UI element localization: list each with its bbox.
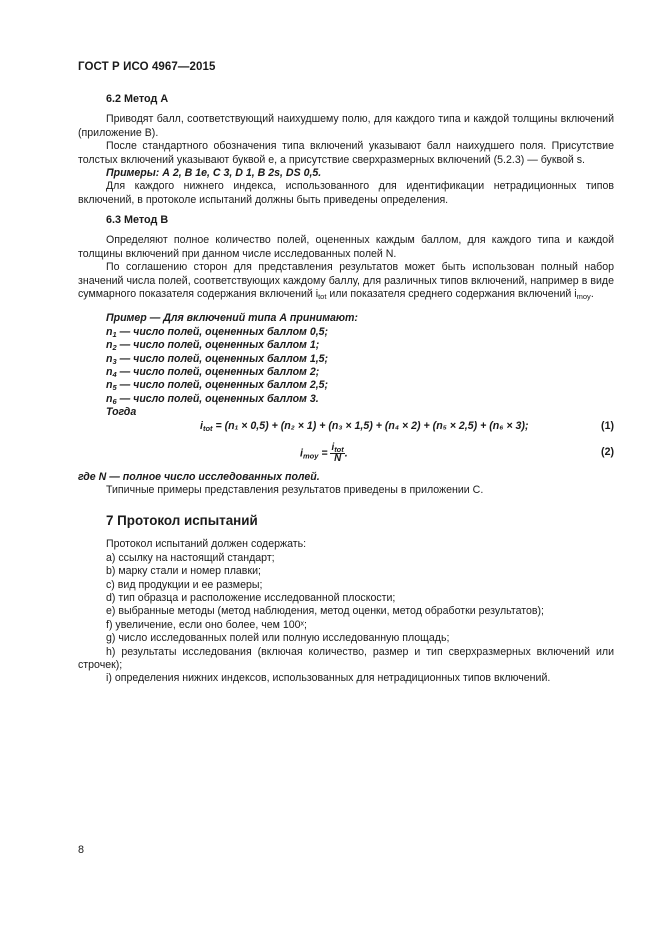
example-item: $n_1$ — число полей, оцененных баллом 0,5; xyxy=(106,325,329,339)
then-label: Тогда xyxy=(106,406,137,419)
example-item: $n_3$ — число полей, оцененных баллом 1,5; xyxy=(106,352,329,366)
page-number: 8 xyxy=(78,844,85,856)
section-6-2-title: 6.2 Метод А xyxy=(106,93,169,105)
section-7-intro: Протокол испытаний должен содержать: xyxy=(106,538,307,551)
formula-2-number: (2) xyxy=(601,445,614,458)
section-6-3 xyxy=(78,214,614,498)
fraction: $\frac{i_{tot}}{N}$ xyxy=(331,441,344,464)
section-7-title: 7 Протокол испытаний xyxy=(106,513,258,528)
section-6-2-examples: Примеры: А 2, В 1е, С 3, D 1, В 2s, DS 0,5. xyxy=(106,167,322,180)
protocol-list-item: g) число исследованных полей или полную исследованную площадь; xyxy=(106,632,450,645)
formula-1-number: (1) xyxy=(601,419,614,432)
section-6-2-paragraph-2: После стандартного обозначения типа включений указывают балл наихудшего поля. Присутствие толстых включений указывают буквой е, а присутствие сверхразмерных включений (5.2.3) — буквой s. xyxy=(78,140,614,166)
section-6-2-paragraph-3: Для каждого нижнего индекса, использованного для идентификации нетрадиционных типов включений, в протоколе испытаний должны быть приведены определения. xyxy=(78,180,614,206)
protocol-list-item: h) результаты исследования (включая количество, размер и тип сверхразмерных включений или строчек); xyxy=(78,645,614,672)
example-item: $n_5$ — число полей, оцененных баллом 2,5; xyxy=(106,379,329,393)
protocol-list-item: i) определения нижних индексов, использованных для нетрадиционных типов включений. xyxy=(106,672,551,685)
formula-2: $i_{moy}$ = $\frac{i_{tot}}{N}$ . (2) xyxy=(300,441,614,464)
protocol-list-item: c) вид продукции и ее размеры; xyxy=(106,578,263,591)
protocol-list-item: a) ссылку на настоящий стандарт; xyxy=(106,551,275,564)
example-item: $n_2$ — число полей, оцененных баллом 1; xyxy=(106,339,320,353)
section-7 xyxy=(78,514,614,686)
example-item: $n_4$ — число полей, оцененных баллом 2; xyxy=(106,366,320,380)
example-list xyxy=(78,326,614,406)
section-6-2-paragraph-1: Приводят балл, соответствующий наихудшему полю, для каждого типа и каждой толщины включений (приложение В). xyxy=(78,113,614,139)
section-6-3-title: 6.3 Метод В xyxy=(106,214,169,226)
section-6-3-paragraph-1: Определяют полное количество полей, оцененных каждым баллом, для каждого типа и каждой толщины включений при данном числе исследованных полей N. xyxy=(78,234,614,260)
protocol-list-item: f) увеличение, если оно более, чем 100ˣ; xyxy=(106,618,307,631)
protocol-list-item: d) тип образца и расположение исследованной плоскости; xyxy=(106,592,396,605)
formula-1: $i_{tot} = (n_1 \times 0,5) + (n_2 \times 1) + (n_3 \times 1,5) + (n_4 \times 2) + (n_5 \times 2,5) + (n_6 \times 3)$; (1) xyxy=(200,419,614,433)
example-title: Пример — Для включений типа А принимают: xyxy=(106,312,358,325)
protocol-list-item: b) марку стали и номер плавки; xyxy=(106,565,261,578)
where-clause: где N — полное число исследованных полей. xyxy=(78,470,320,483)
section-6-3-paragraph-2: По соглашению сторон для представления результатов может быть использован полный набор значений числа полей, соответствующих каждому баллу, для различных типов включений, например в виде суммарного показателя содержания включений $i_{tot}$ или показателя среднего содержания включений $i_{moy}$. xyxy=(78,261,614,302)
example-item: $n_6$ — число полей, оцененных баллом 3. xyxy=(106,392,319,406)
standard-header: ГОСТ Р ИСО 4967—2015 xyxy=(78,61,216,73)
protocol-list xyxy=(78,552,614,686)
section-6-2 xyxy=(78,93,614,207)
section-6-3-paragraph-3: Типичные примеры представления результатов приведены в приложении С. xyxy=(106,484,484,497)
protocol-list-item: e) выбранные методы (метод наблюдения, метод оценки, метод обработки результатов); xyxy=(106,605,544,618)
